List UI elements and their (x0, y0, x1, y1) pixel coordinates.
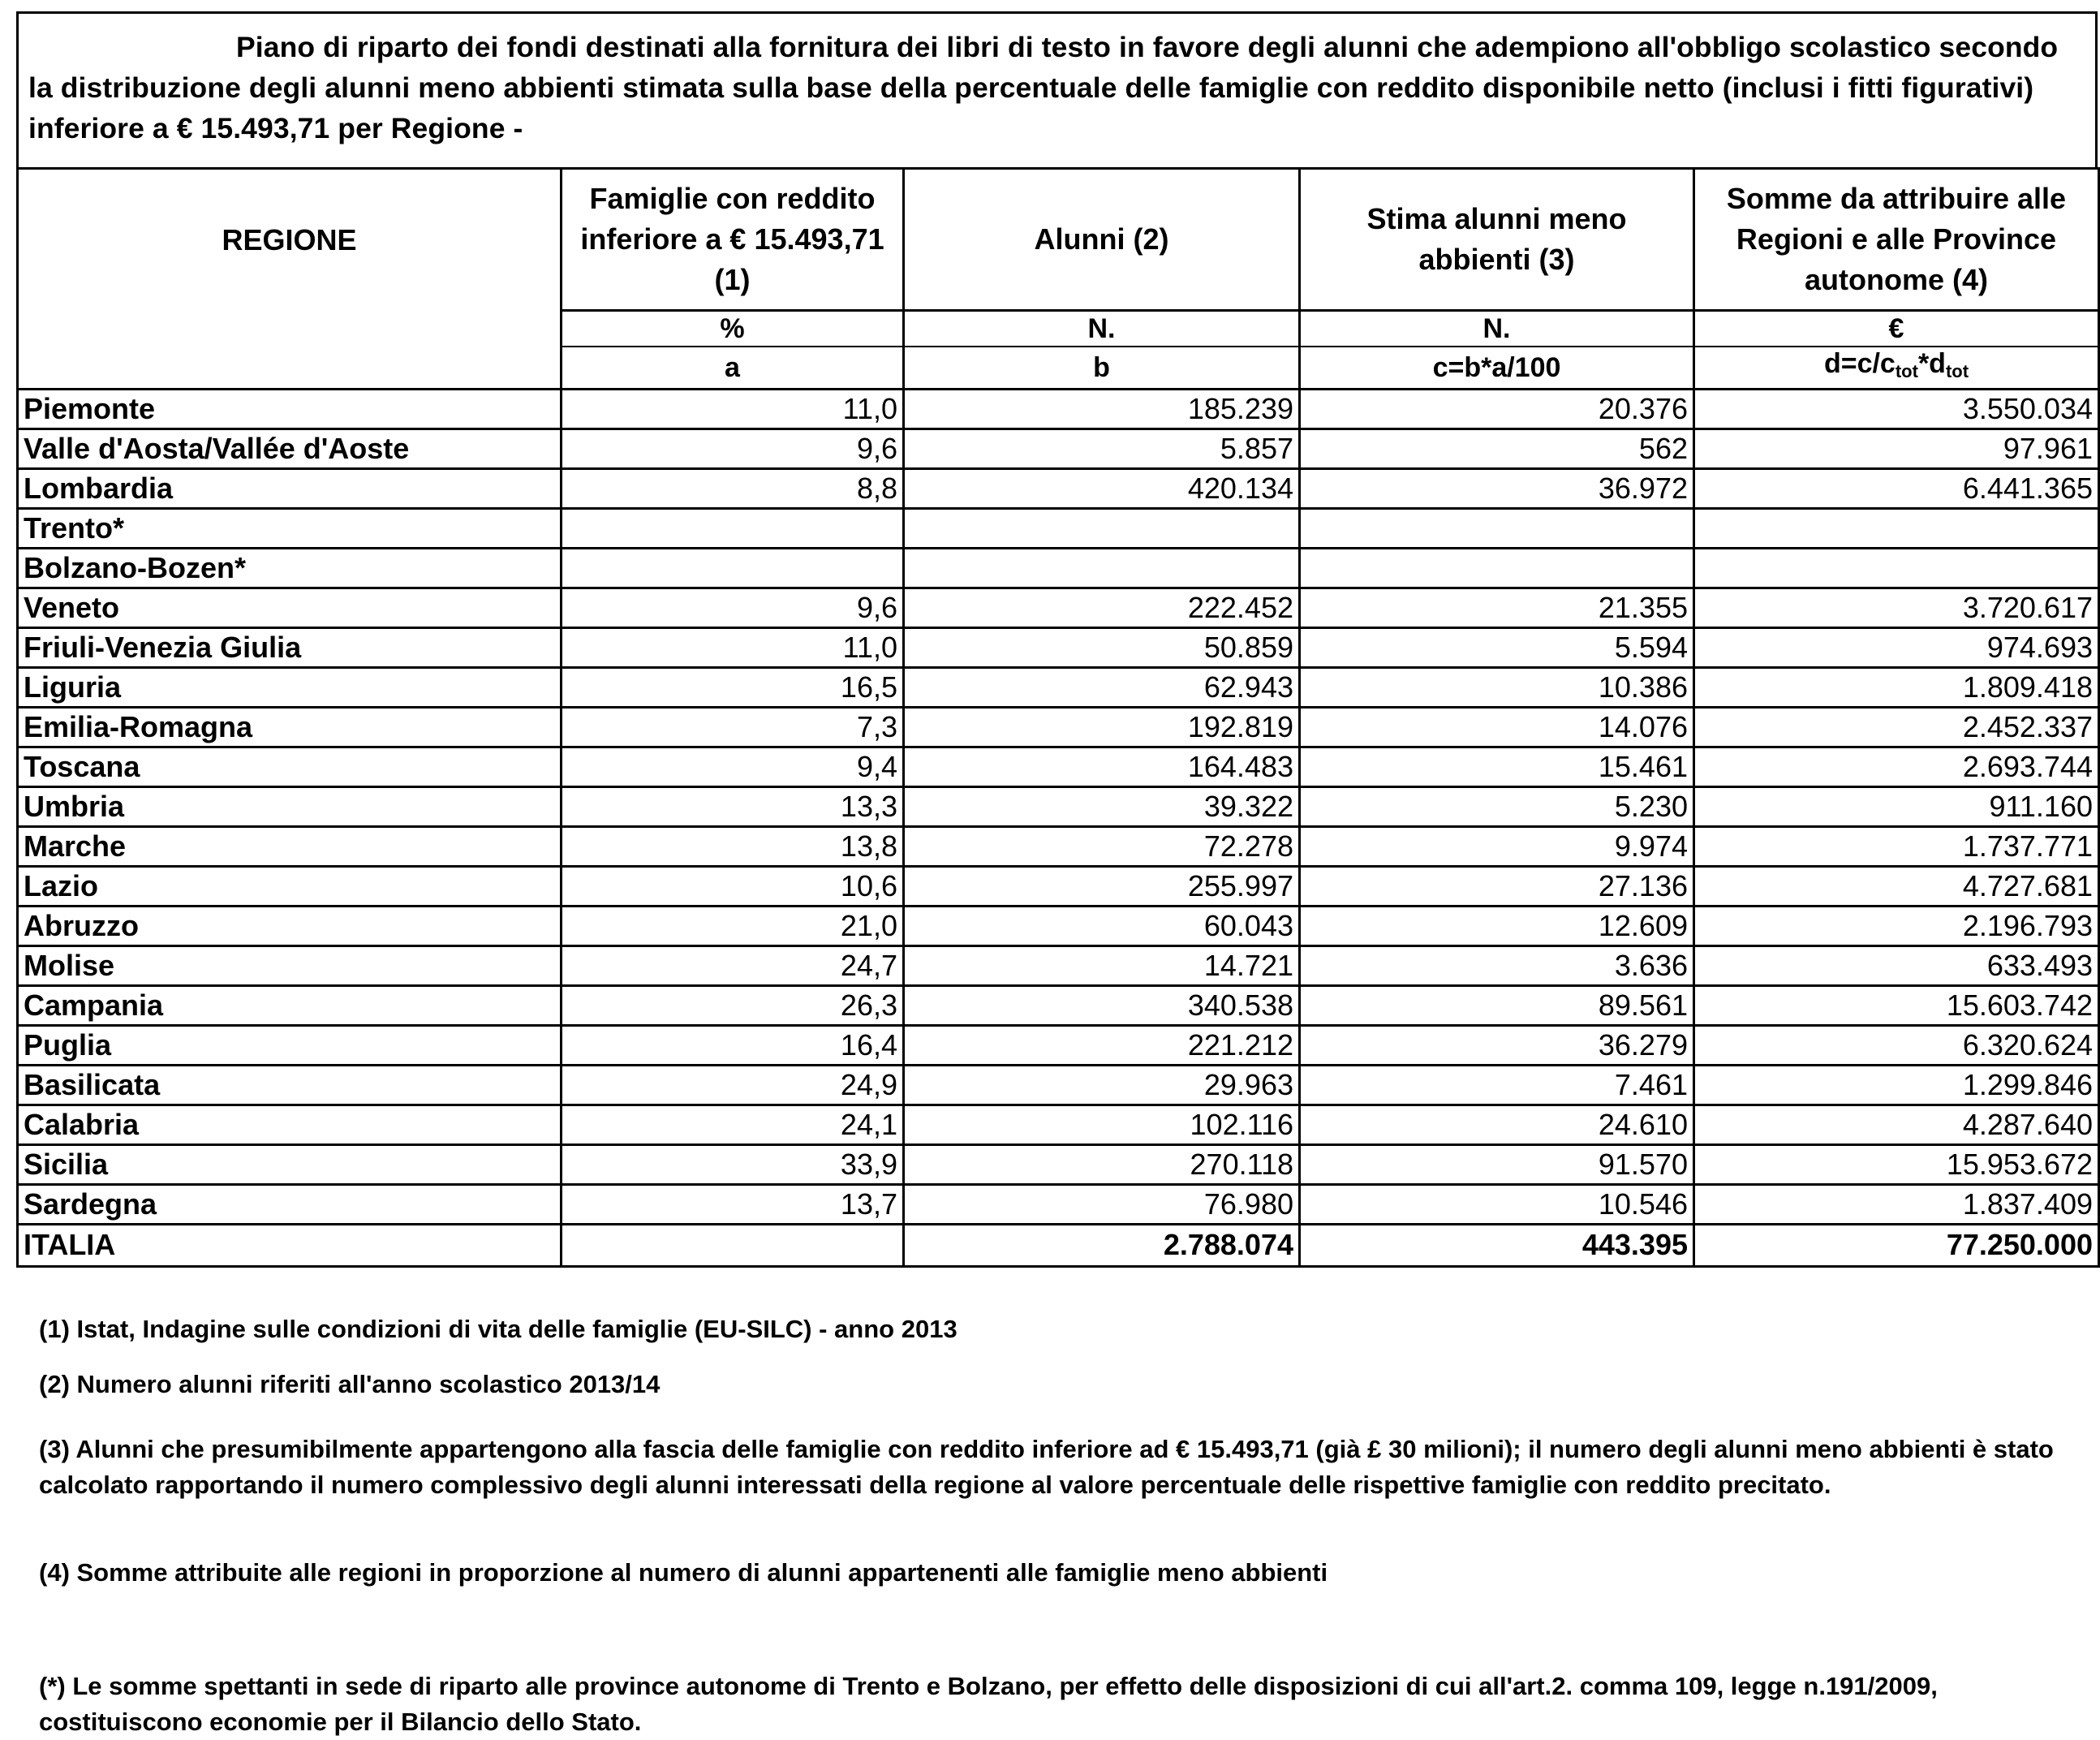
needy-students-cell: 5.230 (1300, 786, 1694, 826)
students-cell: 76.980 (904, 1184, 1300, 1224)
students-cell: 5.857 (904, 429, 1300, 468)
region-name-cell: Campania (18, 985, 562, 1025)
header-regione: REGIONE (18, 169, 562, 311)
unit-b: N. (904, 311, 1300, 347)
students-cell (904, 508, 1300, 548)
pct-cell: 13,3 (562, 786, 904, 826)
students-cell: 340.538 (904, 985, 1300, 1025)
region-name-cell: Umbria (18, 786, 562, 826)
pct-cell: 9,4 (562, 747, 904, 786)
region-name-cell: Bolzano-Bozen* (18, 548, 562, 588)
region-name-cell: Sicilia (18, 1144, 562, 1184)
pct-cell: 21,0 (562, 906, 904, 945)
amount-cell: 911.160 (1694, 786, 2099, 826)
students-cell: 102.116 (904, 1105, 1300, 1144)
amount-cell: 1.737.771 (1694, 826, 2099, 866)
amount-cell: 1.837.409 (1694, 1184, 2099, 1224)
pct-cell: 13,8 (562, 826, 904, 866)
unit-c: N. (1300, 311, 1694, 347)
amount-cell: 633.493 (1694, 945, 2099, 985)
amount-cell (1694, 508, 2099, 548)
pct-cell: 11,0 (562, 389, 904, 429)
students-cell: 50.859 (904, 627, 1300, 667)
allocation-table (16, 167, 2100, 1268)
units-regione-blank (18, 311, 562, 347)
pct-cell: 8,8 (562, 468, 904, 508)
amount-cell: 2.693.744 (1694, 747, 2099, 786)
table-row (18, 1144, 2099, 1184)
amount-cell: 3.720.617 (1694, 588, 2099, 627)
total-students-cell: 2.788.074 (904, 1224, 1300, 1266)
students-cell: 29.963 (904, 1065, 1300, 1105)
total-amount-cell: 77.250.000 (1694, 1224, 2099, 1266)
needy-students-cell: 10.546 (1300, 1184, 1694, 1224)
total-row (18, 1224, 2099, 1266)
formula-d-sub2: tot (1945, 360, 1969, 381)
header-row (18, 169, 2099, 311)
region-name-cell: Piemonte (18, 389, 562, 429)
region-name-cell: Puglia (18, 1025, 562, 1065)
formula-c: c=b*a/100 (1300, 347, 1694, 390)
footnote-2: (2) Numero alunni riferiti all'anno scolastico 2013/14 (39, 1370, 661, 1398)
formula-b: b (904, 347, 1300, 390)
needy-students-cell: 36.972 (1300, 468, 1694, 508)
needy-students-cell: 24.610 (1300, 1105, 1694, 1144)
needy-students-cell: 12.609 (1300, 906, 1694, 945)
needy-students-cell (1300, 548, 1694, 588)
region-name-cell: Friuli-Venezia Giulia (18, 627, 562, 667)
table-row (18, 1025, 2099, 1065)
footnote-4: (4) Somme attribuite alle regioni in proporzione al numero di alunni appartenenti alle famiglie meno abbienti (39, 1558, 1328, 1587)
table-row (18, 747, 2099, 786)
table-row (18, 707, 2099, 747)
formula-d (1694, 347, 2099, 390)
students-cell: 14.721 (904, 945, 1300, 985)
table-row (18, 985, 2099, 1025)
pct-cell: 13,7 (562, 1184, 904, 1224)
region-name-cell: Basilicata (18, 1065, 562, 1105)
amount-cell (1694, 548, 2099, 588)
document-title: Piano di riparto dei fondi destinati alla fornitura dei libri di testo in favore degli alunni che adempiono all'obbligo scolastico secondo la distribuzione degli alunni meno abbienti stimata sulla base della percentuale delle famiglie con reddito disponibile netto (inclusi i fitti figurativi) inferiore a € 15.493,71 per Regione - (16, 11, 2098, 167)
region-name-cell: Veneto (18, 588, 562, 627)
students-cell: 39.322 (904, 786, 1300, 826)
header-col-a: Famiglie con reddito inferiore a € 15.493,71 (1) (562, 169, 904, 311)
region-name-cell: Liguria (18, 667, 562, 707)
needy-students-cell: 3.636 (1300, 945, 1694, 985)
region-name-cell: Lazio (18, 866, 562, 906)
needy-students-cell (1300, 508, 1694, 548)
pct-cell: 24,1 (562, 1105, 904, 1144)
table-row (18, 548, 2099, 588)
needy-students-cell: 20.376 (1300, 389, 1694, 429)
amount-cell: 2.452.337 (1694, 707, 2099, 747)
needy-students-cell: 91.570 (1300, 1144, 1694, 1184)
amount-cell: 6.441.365 (1694, 468, 2099, 508)
amount-cell: 4.727.681 (1694, 866, 2099, 906)
table-row (18, 588, 2099, 627)
students-cell: 62.943 (904, 667, 1300, 707)
students-cell (904, 548, 1300, 588)
table-row (18, 826, 2099, 866)
amount-cell: 3.550.034 (1694, 389, 2099, 429)
region-name-cell: Abruzzo (18, 906, 562, 945)
region-name-cell: Marche (18, 826, 562, 866)
table-row (18, 1105, 2099, 1144)
table-row (18, 786, 2099, 826)
pct-cell: 11,0 (562, 627, 904, 667)
needy-students-cell: 36.279 (1300, 1025, 1694, 1065)
units-row (18, 311, 2099, 347)
table-row (18, 1184, 2099, 1224)
document-sheet (16, 11, 2098, 1736)
formula-a: a (562, 347, 904, 390)
table-row (18, 627, 2099, 667)
needy-students-cell: 15.461 (1300, 747, 1694, 786)
pct-cell: 26,3 (562, 985, 904, 1025)
region-name-cell: Lombardia (18, 468, 562, 508)
header-col-b: Alunni (2) (904, 169, 1300, 311)
needy-students-cell: 27.136 (1300, 866, 1694, 906)
pct-cell: 24,9 (562, 1065, 904, 1105)
allocation-table-body (18, 169, 2099, 1267)
table-row (18, 866, 2099, 906)
formula-d-sub1: tot (1895, 360, 1918, 381)
needy-students-cell: 89.561 (1300, 985, 1694, 1025)
pct-cell: 9,6 (562, 429, 904, 468)
needy-students-cell: 5.594 (1300, 627, 1694, 667)
table-row (18, 508, 2099, 548)
amount-cell: 1.299.846 (1694, 1065, 2099, 1105)
region-name-cell: Emilia-Romagna (18, 707, 562, 747)
students-cell: 420.134 (904, 468, 1300, 508)
region-name-cell: Molise (18, 945, 562, 985)
pct-cell: 9,6 (562, 588, 904, 627)
amount-cell: 97.961 (1694, 429, 2099, 468)
amount-cell: 4.287.640 (1694, 1105, 2099, 1144)
region-name-cell: Trento* (18, 508, 562, 548)
table-row (18, 429, 2099, 468)
students-cell: 164.483 (904, 747, 1300, 786)
pct-cell: 16,4 (562, 1025, 904, 1065)
students-cell: 270.118 (904, 1144, 1300, 1184)
table-row (18, 945, 2099, 985)
pct-cell: 16,5 (562, 667, 904, 707)
header-col-c: Stima alunni meno abbienti (3) (1300, 169, 1694, 311)
pct-cell: 10,6 (562, 866, 904, 906)
students-cell: 60.043 (904, 906, 1300, 945)
table-row (18, 1065, 2099, 1105)
footnote-1: (1) Istat, Indagine sulle condizioni di vita delle famiglie (EU-SILC) - anno 2013 (39, 1315, 957, 1343)
amount-cell: 1.809.418 (1694, 667, 2099, 707)
total-pct-cell (562, 1224, 904, 1266)
header-col-d: Somme da attribuire alle Regioni e alle Province autonome (4) (1694, 169, 2099, 311)
footnote-3: (3) Alunni che presumibilmente appartengono alla fascia delle famiglie con reddito inferiore ad € 15.493,71 (già £ 30 milioni); il numero degli alunni meno abbienti è stato calcolato rapportando il numero complessivo degli alunni interessati della regione al valore percentuale delle rispettive famiglie con reddito precitato. (39, 1435, 2054, 1499)
formula-d-mid: *d (1917, 347, 1946, 379)
unit-a: % (562, 311, 904, 347)
amount-cell: 2.196.793 (1694, 906, 2099, 945)
region-name-cell: Toscana (18, 747, 562, 786)
pct-cell: 24,7 (562, 945, 904, 985)
needy-students-cell: 21.355 (1300, 588, 1694, 627)
needy-students-cell: 562 (1300, 429, 1694, 468)
table-row (18, 906, 2099, 945)
formula-regione-blank (18, 347, 562, 390)
students-cell: 72.278 (904, 826, 1300, 866)
needy-students-cell: 10.386 (1300, 667, 1694, 707)
needy-students-cell: 7.461 (1300, 1065, 1694, 1105)
total-label-cell: ITALIA (18, 1224, 562, 1266)
pct-cell: 7,3 (562, 707, 904, 747)
pct-cell (562, 508, 904, 548)
unit-d: € (1694, 311, 2099, 347)
needy-students-cell: 14.076 (1300, 707, 1694, 747)
pct-cell: 33,9 (562, 1144, 904, 1184)
region-name-cell: Sardegna (18, 1184, 562, 1224)
total-needy-cell: 443.395 (1300, 1224, 1694, 1266)
students-cell: 222.452 (904, 588, 1300, 627)
needy-students-cell: 9.974 (1300, 826, 1694, 866)
table-row (18, 667, 2099, 707)
students-cell: 185.239 (904, 389, 1300, 429)
table-row (18, 468, 2099, 508)
amount-cell: 974.693 (1694, 627, 2099, 667)
students-cell: 255.997 (904, 866, 1300, 906)
formula-d-prefix: d=c/c (1823, 347, 1896, 379)
region-name-cell: Calabria (18, 1105, 562, 1144)
amount-cell: 15.603.742 (1694, 985, 2099, 1025)
amount-cell: 6.320.624 (1694, 1025, 2099, 1065)
footnote-star: (*) Le somme spettanti in sede di riparto alle province autonome di Trento e Bolzano, per effetto delle disposizioni di cui all'art.2. comma 109, legge n.191/2009, costituiscono economie per il Bilancio dello Stato. (39, 1672, 1938, 1736)
students-cell: 221.212 (904, 1025, 1300, 1065)
amount-cell: 15.953.672 (1694, 1144, 2099, 1184)
table-row (18, 389, 2099, 429)
pct-cell (562, 548, 904, 588)
region-name-cell: Valle d'Aosta/Vallée d'Aoste (18, 429, 562, 468)
students-cell: 192.819 (904, 707, 1300, 747)
formula-row (18, 347, 2099, 390)
